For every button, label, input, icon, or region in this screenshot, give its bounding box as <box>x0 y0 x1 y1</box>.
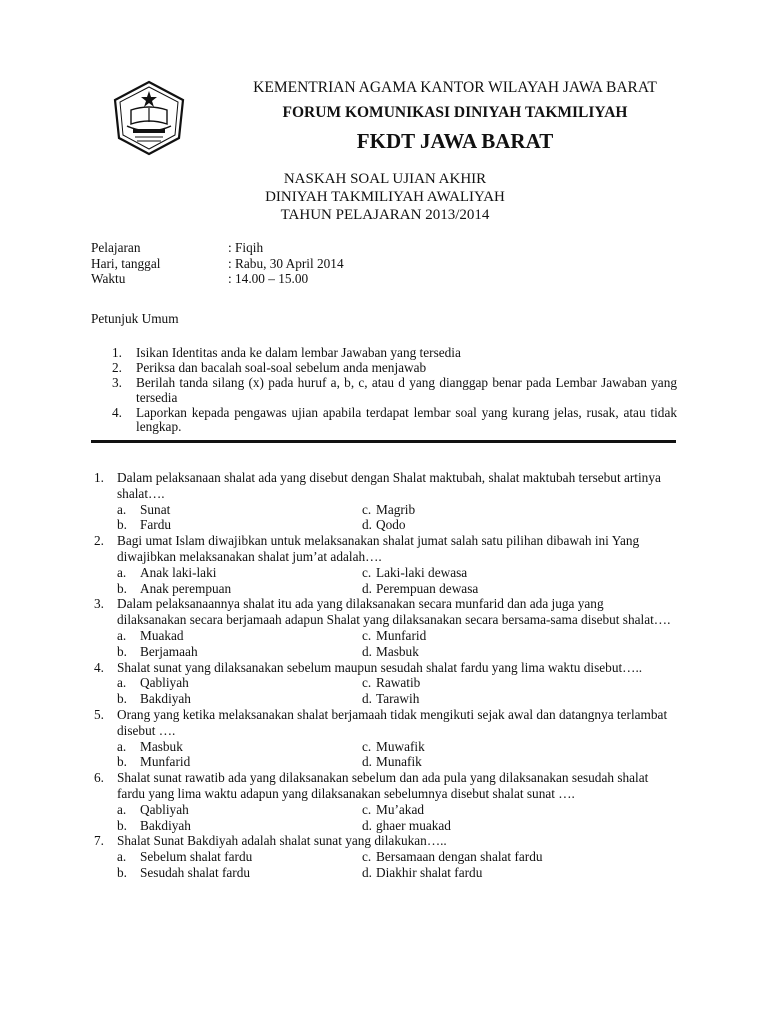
question-options <box>94 565 684 597</box>
option-c: c. Laki-laki dewasa <box>362 564 468 580</box>
exam-info <box>91 240 344 287</box>
question-text: Shalat sunat rawatib ada yang dilaksanakan sebelum dan ada pula yang dilaksanakan sesudah shalat fardu yang lima waktu adapun yang dilaksanakan sebelumnya disebut shalat sunat …. <box>117 770 649 801</box>
option-d: d. Diakhir shalat fardu <box>362 864 483 880</box>
question-number: 6. <box>94 770 104 786</box>
option-c: c. Bersamaan dengan shalat fardu <box>362 849 543 865</box>
question-options <box>94 849 684 881</box>
kemenag-emblem-icon <box>113 80 185 156</box>
instruction-item: 2. Periksa dan bacalah soal-soal sebelum anda menjawab <box>112 360 427 375</box>
option-c: c. Magrib <box>362 501 416 517</box>
question-item <box>94 470 684 533</box>
exam-title-line-3: TAHUN PELAJARAN 2013/2014 <box>280 207 490 223</box>
info-label: Hari, tanggal <box>91 255 161 271</box>
instruction-item: 4. Laporkan kepada pengawas ujian apabila terdapat lembar soal yang kurang jelas, rusak, atau tidak lengkap. <box>112 404 677 434</box>
question-options <box>94 502 684 534</box>
option-d: d. Munafik <box>362 754 422 770</box>
option-a: a. Sebelum shalat fardu <box>117 849 253 865</box>
option-d: d. ghaer muakad <box>362 817 451 833</box>
info-value: : 14.00 – 15.00 <box>228 271 309 286</box>
question-text: Shalat Sunat Bakdiyah adalah shalat sunat yang dilakukan….. <box>117 833 447 849</box>
info-value: : Rabu, 30 April 2014 <box>228 255 344 271</box>
option-c: c. Rawatib <box>362 675 421 691</box>
option-b: b. Anak perempuan <box>117 580 232 596</box>
question-item <box>94 833 684 880</box>
option-b: b. Sesudah shalat fardu <box>117 864 251 880</box>
question-item <box>94 596 684 659</box>
option-d: d. Perempuan dewasa <box>362 580 479 596</box>
info-label: Waktu <box>91 271 126 286</box>
option-a: a. Masbuk <box>117 738 183 754</box>
option-b: b. Berjamaah <box>117 643 198 659</box>
question-item <box>94 660 684 707</box>
question-options <box>94 628 684 660</box>
option-a: a. Qabliyah <box>117 675 189 691</box>
question-text: Orang yang ketika melaksanakan shalat berjamaah tidak mengikuti sejak awal dan datangnya terlambat disebut …. <box>117 706 668 738</box>
section-divider <box>91 440 676 443</box>
question-number: 3. <box>94 596 104 612</box>
option-a: a. Qabliyah <box>117 801 189 817</box>
question-options <box>94 675 684 707</box>
info-row-time <box>91 271 344 287</box>
option-d: d. Tarawih <box>362 691 420 707</box>
question-item <box>94 533 684 596</box>
question-number: 7. <box>94 833 104 849</box>
option-b: b. Bakdiyah <box>117 817 191 833</box>
question-text: Bagi umat Islam diwajibkan untuk melaksanakan shalat jumat salah satu pilihan dibawah ini Yang diwajibkan melaksanakan shalat jum’at adalah…. <box>117 533 640 564</box>
question-list <box>94 470 684 881</box>
question-text: Shalat sunat yang dilaksanakan sebelum maupun sesudah shalat fardu yang lima waktu disebut….. <box>117 659 643 675</box>
forum-heading: FORUM KOMUNIKASI DINIYAH TAKMILIYAH <box>282 104 628 121</box>
question-item <box>94 707 684 770</box>
question-text: Dalam pelaksanaan shalat ada yang disebut dengan Shalat maktubah, shalat maktubah tersebut artinya shalat…. <box>117 470 661 501</box>
question-number: 1. <box>94 470 104 485</box>
option-a: a. Anak laki-laki <box>117 564 217 580</box>
question-item <box>94 770 684 833</box>
info-label: Pelajaran <box>91 240 141 255</box>
ministry-heading: KEMENTRIAN AGAMA KANTOR WILAYAH JAWA BARAT <box>253 79 657 96</box>
option-d: d. Qodo <box>362 517 406 533</box>
question-number: 2. <box>94 533 104 549</box>
option-a: a. Sunat <box>117 501 171 517</box>
question-options <box>94 802 684 834</box>
instructions-list <box>112 346 677 435</box>
instruction-item: 3. Berilah tanda silang (x) pada huruf a, b, c, atau d yang dianggap benar pada Lembar Jawaban yang tersedia <box>112 375 677 405</box>
question-number: 5. <box>94 706 104 722</box>
instructions-title: Petunjuk Umum <box>91 311 179 326</box>
exam-title-line-1: NASKAH SOAL UJIAN AKHIR <box>283 171 487 187</box>
fkdt-heading: FKDT JAWA BARAT <box>356 129 554 153</box>
option-c: c. Mu’akad <box>362 801 424 817</box>
question-options <box>94 739 684 771</box>
option-b: b. Munfarid <box>117 754 191 770</box>
info-value: : Fiqih <box>228 240 264 255</box>
option-c: c. Munfarid <box>362 627 427 643</box>
option-b: b. Fardu <box>117 517 172 533</box>
option-d: d. Masbuk <box>362 643 419 659</box>
question-text: Dalam pelaksanaannya shalat itu ada yang dilaksanakan secara munfarid dan ada juga yang dilaksanakan secara berjamaah adapun Shalat yang dilaksanakan secara bersama-sama disebut shalat…. <box>117 596 671 628</box>
question-number: 4. <box>94 659 104 675</box>
info-row-date <box>91 256 344 272</box>
info-row-subject <box>91 240 344 256</box>
option-c: c. Muwafik <box>362 738 425 754</box>
option-b: b. Bakdiyah <box>117 691 191 707</box>
option-a: a. Muakad <box>117 627 184 643</box>
exam-title-line-2: DINIYAH TAKMILIYAH AWALIYAH <box>265 189 505 205</box>
instruction-item: 1. Isikan Identitas anda ke dalam lembar Jawaban yang tersedia <box>112 345 461 360</box>
